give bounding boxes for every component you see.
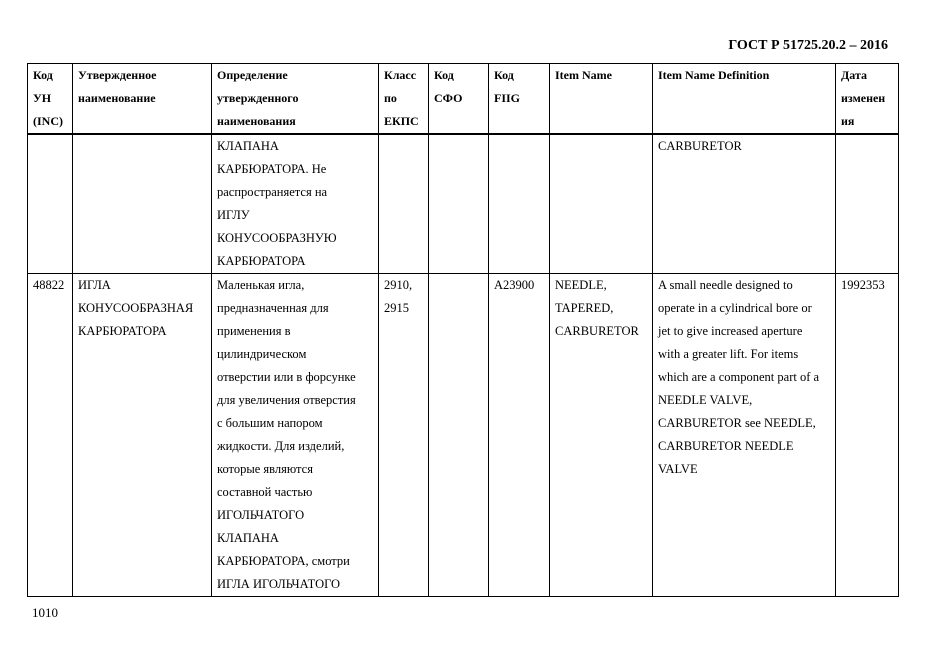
header-approved-name: Утвержденное наименование	[73, 64, 212, 135]
cell-fiig-code: A23900	[489, 274, 550, 597]
cell-item-name-definition: CARBURETOR	[653, 134, 836, 274]
header-change-date: Дата изменен ия	[836, 64, 899, 135]
cell-inc-code	[28, 134, 73, 274]
cell-item-name: NEEDLE, TAPERED, CARBURETOR	[550, 274, 653, 597]
cell-item-name	[550, 134, 653, 274]
header-sfo-code: Код СФО	[429, 64, 489, 135]
cell-approved-name: ИГЛА КОНУСООБРАЗНАЯ КАРБЮРАТОРА	[73, 274, 212, 597]
cell-sfo-code	[429, 134, 489, 274]
cell-name-definition: КЛАПАНА КАРБЮРАТОРА. Не распространяется на ИГЛУ КОНУСООБРАЗНУЮ КАРБЮРАТОРА	[212, 134, 379, 274]
page-number: 1010	[32, 605, 58, 620]
cell-approved-name	[73, 134, 212, 274]
table-header-row	[28, 64, 899, 135]
header-fiig-code: Код FIIG	[489, 64, 550, 135]
table-row	[28, 274, 899, 597]
header-ekps-class: Класс по ЕКПС	[379, 64, 429, 135]
cell-item-name-definition: A small needle designed to operate in a cylindrical bore or jet to give increased aperture with a greater lift. For items which are a component part of a NEEDLE VALVE, CARBURETOR see NEEDLE, CARBURETOR NEEDLE VALVE	[653, 274, 836, 597]
cell-fiig-code	[489, 134, 550, 274]
header-inc-code: Код УН (INC)	[28, 64, 73, 135]
cell-ekps-class	[379, 134, 429, 274]
item-name-table	[27, 63, 899, 597]
cell-sfo-code	[429, 274, 489, 597]
cell-change-date	[836, 134, 899, 274]
cell-inc-code: 48822	[28, 274, 73, 597]
header-name-definition: Определение утвержденного наименования	[212, 64, 379, 135]
table-row	[28, 134, 899, 274]
cell-change-date: 1992353	[836, 274, 899, 597]
cell-name-definition: Маленькая игла, предназначенная для применения в цилиндрическом отверстии или в форсунке для увеличения отверстия с большим напором жидкости. Для изделий, которые являются составной частью ИГОЛЬЧАТОГО КЛАПАНА КАРБЮРАТОРА, смотри ИГЛА ИГОЛЬЧАТОГО	[212, 274, 379, 597]
document-standard-header: ГОСТ Р 51725.20.2 – 2016	[728, 38, 888, 53]
cell-ekps-class: 2910, 2915	[379, 274, 429, 597]
header-item-name-definition: Item Name Definition	[653, 64, 836, 135]
header-item-name: Item Name	[550, 64, 653, 135]
